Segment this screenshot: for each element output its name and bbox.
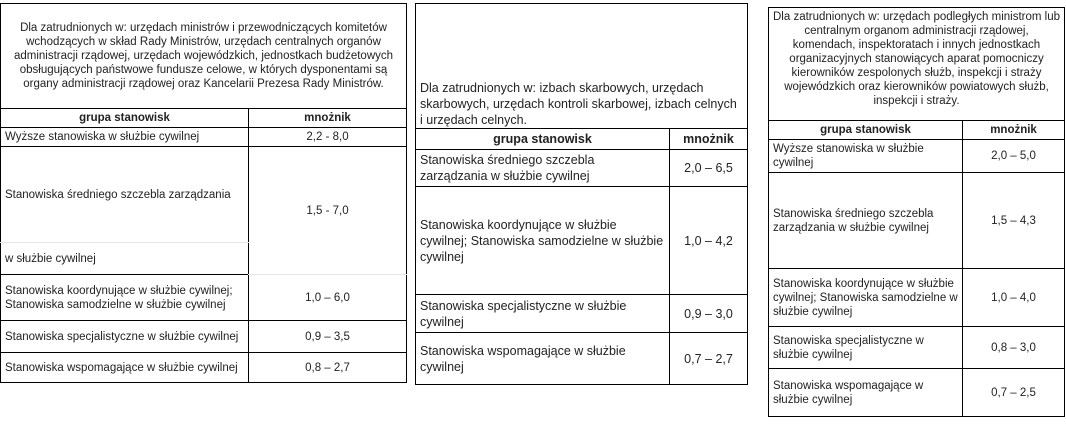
row-value: 0,9 – 3,5	[249, 321, 407, 353]
row-value: 2,0 – 6,5	[670, 150, 748, 187]
table-row	[416, 187, 748, 295]
table-row	[1, 353, 407, 383]
table-row	[416, 295, 748, 333]
row-group: Stanowiska koordynujące w służbie cywilnej; Stanowiska samodzielne w służbie cywilnej	[769, 269, 963, 327]
row-group: Stanowiska specjalistyczne w służbie cywilnej	[769, 327, 963, 369]
table-row	[1, 147, 407, 243]
row-value: 1,5 - 7,0	[249, 147, 407, 275]
table-subordinate-offices	[768, 7, 1065, 417]
row-value: 0,7 – 2,7	[670, 333, 748, 385]
table-row	[769, 327, 1065, 369]
table-row	[1, 128, 407, 147]
row-value: 0,8 – 3,0	[963, 327, 1065, 369]
table-row	[1, 321, 407, 353]
row-group: Stanowiska średniego szczebla zarządzania w służbie cywilnej	[769, 173, 963, 269]
row-value: 1,5 – 4,3	[963, 173, 1065, 269]
row-value: 1,0 – 6,0	[249, 275, 407, 321]
row-value: 0,9 – 3,0	[670, 295, 748, 333]
header-group: grupa stanowisk	[1, 109, 249, 128]
row-value: 1,0 – 4,2	[670, 187, 748, 295]
table-tax-offices	[415, 3, 748, 385]
row-group: Stanowiska średniego szczebla zarządzania w służbie cywilnej	[416, 150, 670, 187]
row-value: 1,0 – 4,0	[963, 269, 1065, 327]
table-ministries	[0, 3, 407, 383]
row-group: Stanowiska specjalistyczne w służbie cywilnej	[416, 295, 670, 333]
header-group: grupa stanowisk	[416, 129, 670, 150]
header-multiplier: mnożnik	[670, 129, 748, 150]
header-group: grupa stanowisk	[769, 121, 963, 140]
table-row	[769, 173, 1065, 269]
table-header-row	[416, 129, 748, 150]
row-value: 0,8 – 2,7	[249, 353, 407, 383]
table-row	[416, 150, 748, 187]
table-title-row	[769, 8, 1065, 121]
table-row	[769, 369, 1065, 417]
table-row	[769, 140, 1065, 173]
row-group: Stanowiska koordynujące w służbie cywilnej; Stanowiska samodzielne w służbie cywilnej	[1, 275, 249, 321]
row-group: Stanowiska koordynujące w służbie cywilnej; Stanowiska samodzielne w służbie cywilnej	[416, 187, 670, 295]
row-group: Stanowiska średniego szczebla zarządzania	[1, 147, 249, 243]
table-row	[416, 333, 748, 385]
table-title: Dla zatrudnionych w: urzędach ministrów i przewodniczących komitetów wchodzących w skład Rady Ministrów, urzędach centralnych organów administracji rządowej, urzędach wojewódzkich, jednostkach budżetowych obsługujących państwowe fundusze celowe, w których dysponentami są organy administracji rządowej oraz Kancelarii Prezesa Rady Ministrów.	[1, 4, 407, 109]
table-title: Dla zatrudnionych w: izbach skarbowych, urzędach skarbowych, urzędach kontroli skarbowej, izbach celnych i urzędach celnych.	[416, 4, 748, 129]
row-group: Wyższe stanowiska w służbie cywilnej	[769, 140, 963, 173]
table-title: Dla zatrudnionych w: urzędach podległych ministrom lub centralnym organom administracji rządowej, komendach, inspektoratach i innych jednostkach organizacyjnych stanowiących aparat pomocniczy kierowników zespolonych służb, inspekcji i straży wojewódzkich oraz kierowników powiatowych służb, inspekcji i straży.	[769, 8, 1065, 121]
row-value: 2,2 - 8,0	[249, 128, 407, 147]
row-group: Stanowiska wspomagające w służbie cywilnej	[1, 353, 249, 383]
table-row	[769, 269, 1065, 327]
row-value: 0,7 – 2,5	[963, 369, 1065, 417]
row-value: 2,0 – 5,0	[963, 140, 1065, 173]
row-group: Wyższe stanowiska w służbie cywilnej	[1, 128, 249, 147]
header-multiplier: mnożnik	[963, 121, 1065, 140]
row-group-continued: w służbie cywilnej	[1, 243, 249, 275]
table-title-row	[1, 4, 407, 109]
row-group: Stanowiska wspomagające w służbie cywilnej	[416, 333, 670, 385]
header-multiplier: mnożnik	[249, 109, 407, 128]
table-row	[1, 275, 407, 321]
table-title-row	[416, 4, 748, 129]
table-header-row	[1, 109, 407, 128]
table-header-row	[769, 121, 1065, 140]
row-group: Stanowiska wspomagające w służbie cywilnej	[769, 369, 963, 417]
row-group: Stanowiska specjalistyczne w służbie cywilnej	[1, 321, 249, 353]
